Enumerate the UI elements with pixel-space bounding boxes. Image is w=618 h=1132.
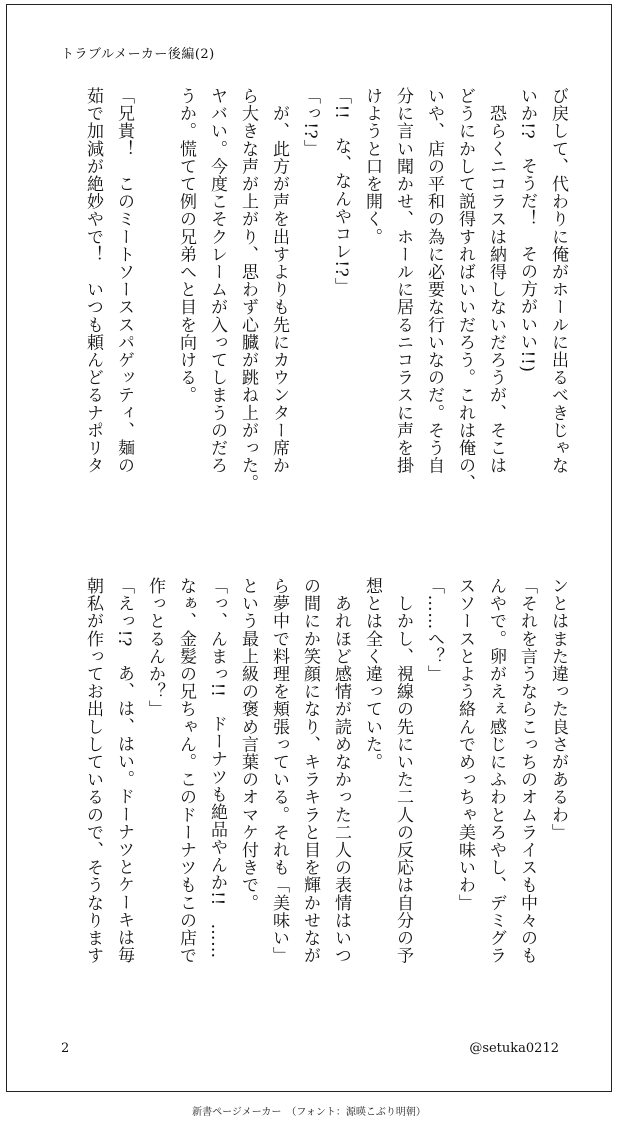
- book-page: [6, 4, 612, 1092]
- author-handle: @setuka0212: [469, 1041, 559, 1056]
- generator-credit: 新書ページメーカー （フォント：源暎こぶり明朝）: [192, 1107, 426, 1118]
- page-number: 2: [61, 1041, 70, 1056]
- vertical-text-block-bottom: ンとはまた違った良さがあるわ」 「それを言うならこっちのオムライスも中々のも んやで。卵がえぇ感じにふわとろやし、デミグラ スソースとよう絡んでめっちゃ美味いわ」 「……へ？」 しかし、視線の先にいた二人の反応は自分の予 想とは全く違っていた。 あれほど感情が読めなかった二人の表情はいつ の間にか笑顔になり、キラキラと目を輝かせなが ら夢中で料理を頬張っている。それも「美味い」 という最上級の褒め言葉のオマケ付きで。 「っ、んまっ!! ドーナツも絶品やんか!! …… なぁ、金髪の兄ちゃん。このドーナツもこの店で 作っとるんか？」 「えっ!? あ、は、はい。ドーナツとケーキは毎 朝私が作ってお出ししているので、そうなります: [83, 577, 568, 965]
- vertical-text-block-top: び戻して、代わりに俺がホールに出るべきじゃな いか!? そうだ！ その方がいい!!) 恐らくニコラスは納得しないだろうが、そこは どうにかして説得すればいいだろう。これは俺の、 いや、店の平和の為に必要な行いなのだ。そう自 分に言い聞かせ、ホールに居るニコラスに声を掛 けようと口を開く。 「!! な、なんやコレ!?」 「っ!?」 が、此方が声を出すよりも先にカウンター席か ら大きな声が上がり、思わず心臓が跳ね上がった。 ヤバい。今度こそクレームが入ってしまうのだろ うか。慌てて例の兄弟へと目を向ける。 「兄貴！ このミートソーススパゲッティ、麺の 茹で加減が絶妙やで！ いつも頼んどるナポリタ: [83, 87, 568, 492]
- page-title: トラブルメーカー後編(2): [61, 47, 215, 62]
